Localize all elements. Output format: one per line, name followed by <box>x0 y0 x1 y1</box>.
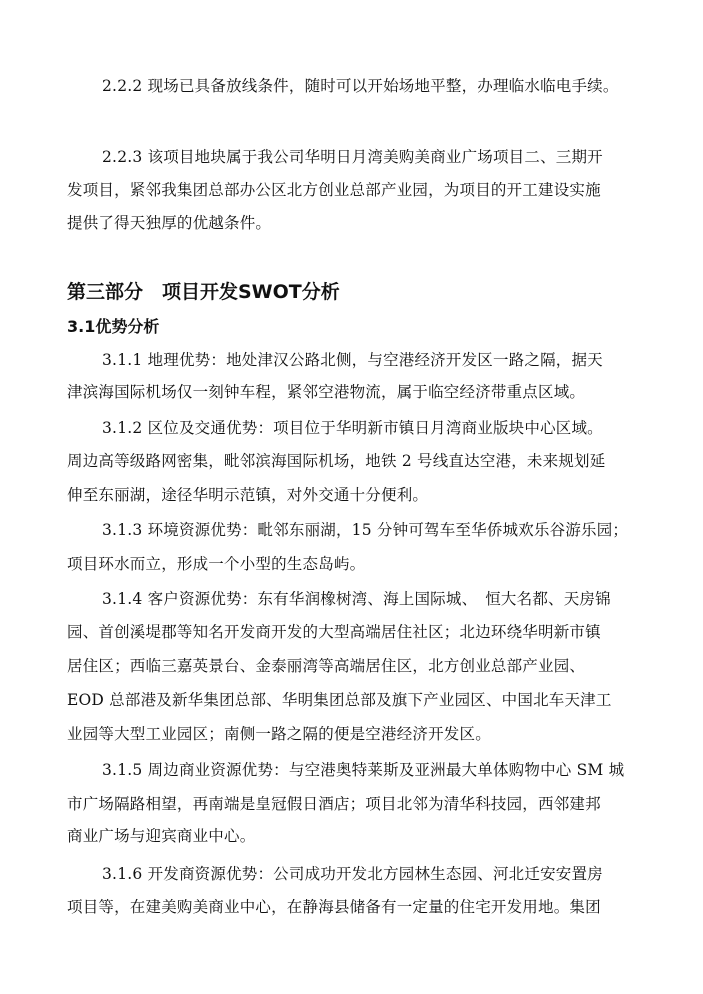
part-three-heading: 第三部分 项目开发SWOT分析 <box>67 281 340 303</box>
paragraph-line: 居住区；西临三嘉英景台、金泰丽湾等高端居住区，北方创业总部产业园、 <box>67 657 586 675</box>
paragraph-line: 项目等，在建美购美商业中心，在静海县储备有一定量的住宅开发用地。集团 <box>67 898 601 916</box>
paragraph-line: 伸至东丽湖，途径华明示范镇，对外交通十分便利。 <box>67 486 429 504</box>
paragraph-line: 津滨海国际机场仅一刻钟车程，紧邻空港物流，属于临空经济带重点区域。 <box>67 383 586 401</box>
paragraph-line: 3.1.1 地理优势：地处津汉公路北侧，与空港经济开发区一路之隔，据天 <box>102 351 603 369</box>
paragraph-line: 3.1.3 环境资源优势：毗邻东丽湖，15 分钟可驾车至华侨城欢乐谷游乐园； <box>102 521 629 539</box>
paragraph-line: EOD 总部港及新华集团总部、华明集团总部及旗下产业园区、中国北车天津工 <box>67 691 612 709</box>
paragraph-line: 周边高等级路网密集，毗邻滨海国际机场，地铁 2 号线直达空港，未来规划延 <box>67 452 606 470</box>
paragraph-line: 发项目，紧邻我集团总部办公区北方创业总部产业园，为项目的开工建设实施 <box>67 181 601 199</box>
paragraph-line: 3.1.4 客户资源优势：东有华润橡树湾、海上国际城、 恒大名都、天房锦 <box>102 590 611 608</box>
paragraph-line: 2.2.2 现场已具备放线条件，随时可以开始场地平整，办理临水临电手续。 <box>102 77 619 95</box>
paragraph-line: 3.1.5 周边商业资源优势：与空港奥特莱斯及亚洲最大单体购物中心 SM 城 <box>102 761 625 779</box>
paragraph-line: 商业广场与迎宾商业中心。 <box>67 827 256 845</box>
paragraph-line: 项目环水而立，形成一个小型的生态岛屿。 <box>67 555 366 573</box>
paragraph-line: 3.1.6 开发商资源优势：公司成功开发北方园林生态园、河北迁安安置房 <box>102 865 603 883</box>
paragraph-line: 业园等大型工业园区；南侧一路之隔的便是空港经济开发区。 <box>67 725 491 743</box>
paragraph-line: 2.2.3 该项目地块属于我公司华明日月湾美购美商业广场项目二、三期开 <box>102 148 603 166</box>
paragraph-line: 市广场隔路相望，再南端是皇冠假日酒店；项目北邻为清华科技园，西邻建邦 <box>67 795 601 813</box>
paragraph-line: 3.1.2 区位及交通优势：项目位于华明新市镇日月湾商业版块中心区域。 <box>102 419 603 437</box>
section-3-1-heading: 3.1优势分析 <box>67 317 160 336</box>
paragraph-line: 园、首创溪堤郡等知名开发商开发的大型高端居住社区；北边环绕华明新市镇 <box>67 623 601 641</box>
paragraph-line: 提供了得天独厚的优越条件。 <box>67 214 272 232</box>
